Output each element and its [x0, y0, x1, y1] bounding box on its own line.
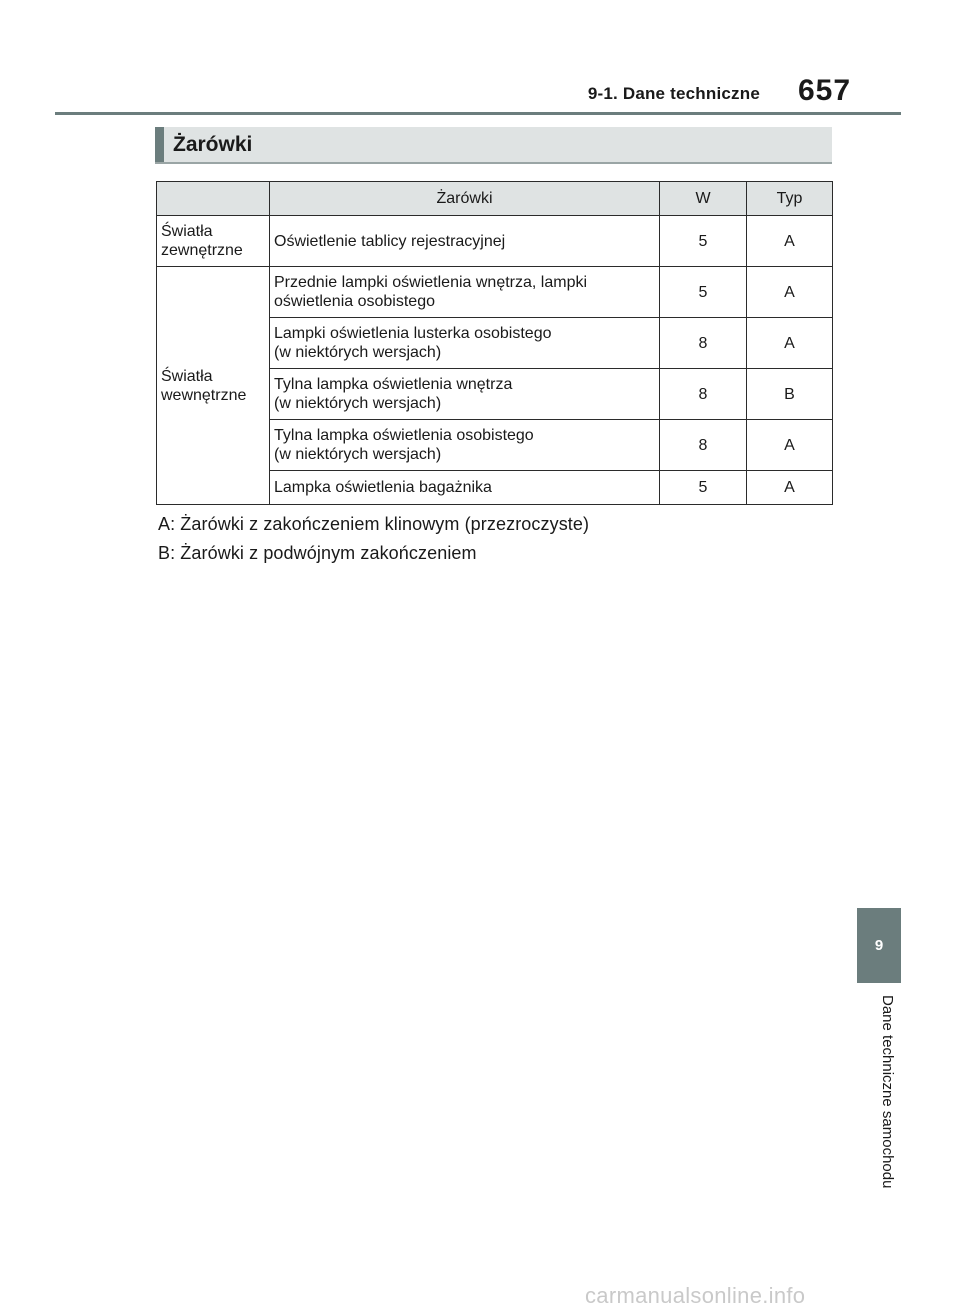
note-type-a: A: Żarówki z zakończeniem klinowym (przezroczyste): [158, 514, 590, 534]
bulb-name-line: Przednie lampki oświetlenia wnętrza, lampki: [274, 274, 588, 291]
header-cell-category: [157, 182, 270, 216]
type-cell: A: [747, 318, 833, 369]
bulb-name-cell: [270, 471, 660, 505]
chapter-label: Dane techniczne samochodu: [879, 995, 896, 1189]
chapter-number: 9: [874, 937, 884, 954]
bulb-table: [156, 181, 833, 505]
category-cell-interior: [157, 267, 270, 505]
section-title: Żarówki: [173, 133, 253, 156]
section-title-bar: [155, 127, 832, 164]
chapter-tab[interactable]: [857, 908, 901, 983]
category-cell-exterior: [157, 216, 270, 267]
bulb-name-line: (w niektórych wersjach): [274, 395, 442, 412]
header-cell-bulbs: Żarówki: [270, 182, 660, 216]
bulb-name-line: (w niektórych wersjach): [274, 446, 442, 463]
bulb-name-line: (w niektórych wersjach): [274, 344, 442, 361]
watts-cell: 5: [660, 267, 747, 318]
category-line: zewnętrzne: [161, 242, 243, 259]
bulb-name-line: Tylna lampka oświetlenia osobistego: [274, 427, 534, 444]
watts-cell: 5: [660, 471, 747, 505]
type-cell: B: [747, 369, 833, 420]
watermark: carmanualsonline.info: [585, 1283, 806, 1308]
watts-cell: 8: [660, 420, 747, 471]
page-number: 657: [798, 74, 852, 107]
header-cell-watts: W: [660, 182, 747, 216]
table-row: [157, 216, 833, 267]
type-cell: A: [747, 216, 833, 267]
bulb-name-line: Oświetlenie tablicy rejestracyjnej: [274, 232, 506, 250]
type-cell: A: [747, 420, 833, 471]
bulb-name-cell: [270, 267, 660, 318]
bulb-name-cell: [270, 420, 660, 471]
bulb-name-cell: [270, 216, 660, 267]
table-row: [157, 267, 833, 318]
type-cell: A: [747, 267, 833, 318]
header-rule: [55, 112, 901, 115]
category-line: Światła: [161, 367, 213, 385]
header-title: 9-1. Dane techniczne: [587, 84, 760, 103]
bulb-name-line: oświetlenia osobistego: [274, 293, 435, 310]
bulb-name-line: Tylna lampka oświetlenia wnętrza: [274, 376, 513, 393]
bulb-name-line: Lampka oświetlenia bagażnika: [274, 479, 492, 496]
note-type-b: B: Żarówki z podwójnym zakończeniem: [158, 543, 477, 563]
bulb-name-line: Lampki oświetlenia lusterka osobistego: [274, 325, 552, 342]
category-line: wewnętrzne: [161, 386, 247, 404]
watts-cell: 5: [660, 216, 747, 267]
bulb-name-cell: [270, 369, 660, 420]
table-header-row: [157, 182, 833, 216]
watts-cell: 8: [660, 369, 747, 420]
category-line: Światła: [161, 223, 213, 240]
watts-cell: 8: [660, 318, 747, 369]
bulb-name-cell: [270, 318, 660, 369]
section-accent: [155, 127, 164, 162]
header-cell-type: Typ: [747, 182, 833, 216]
type-cell: A: [747, 471, 833, 505]
